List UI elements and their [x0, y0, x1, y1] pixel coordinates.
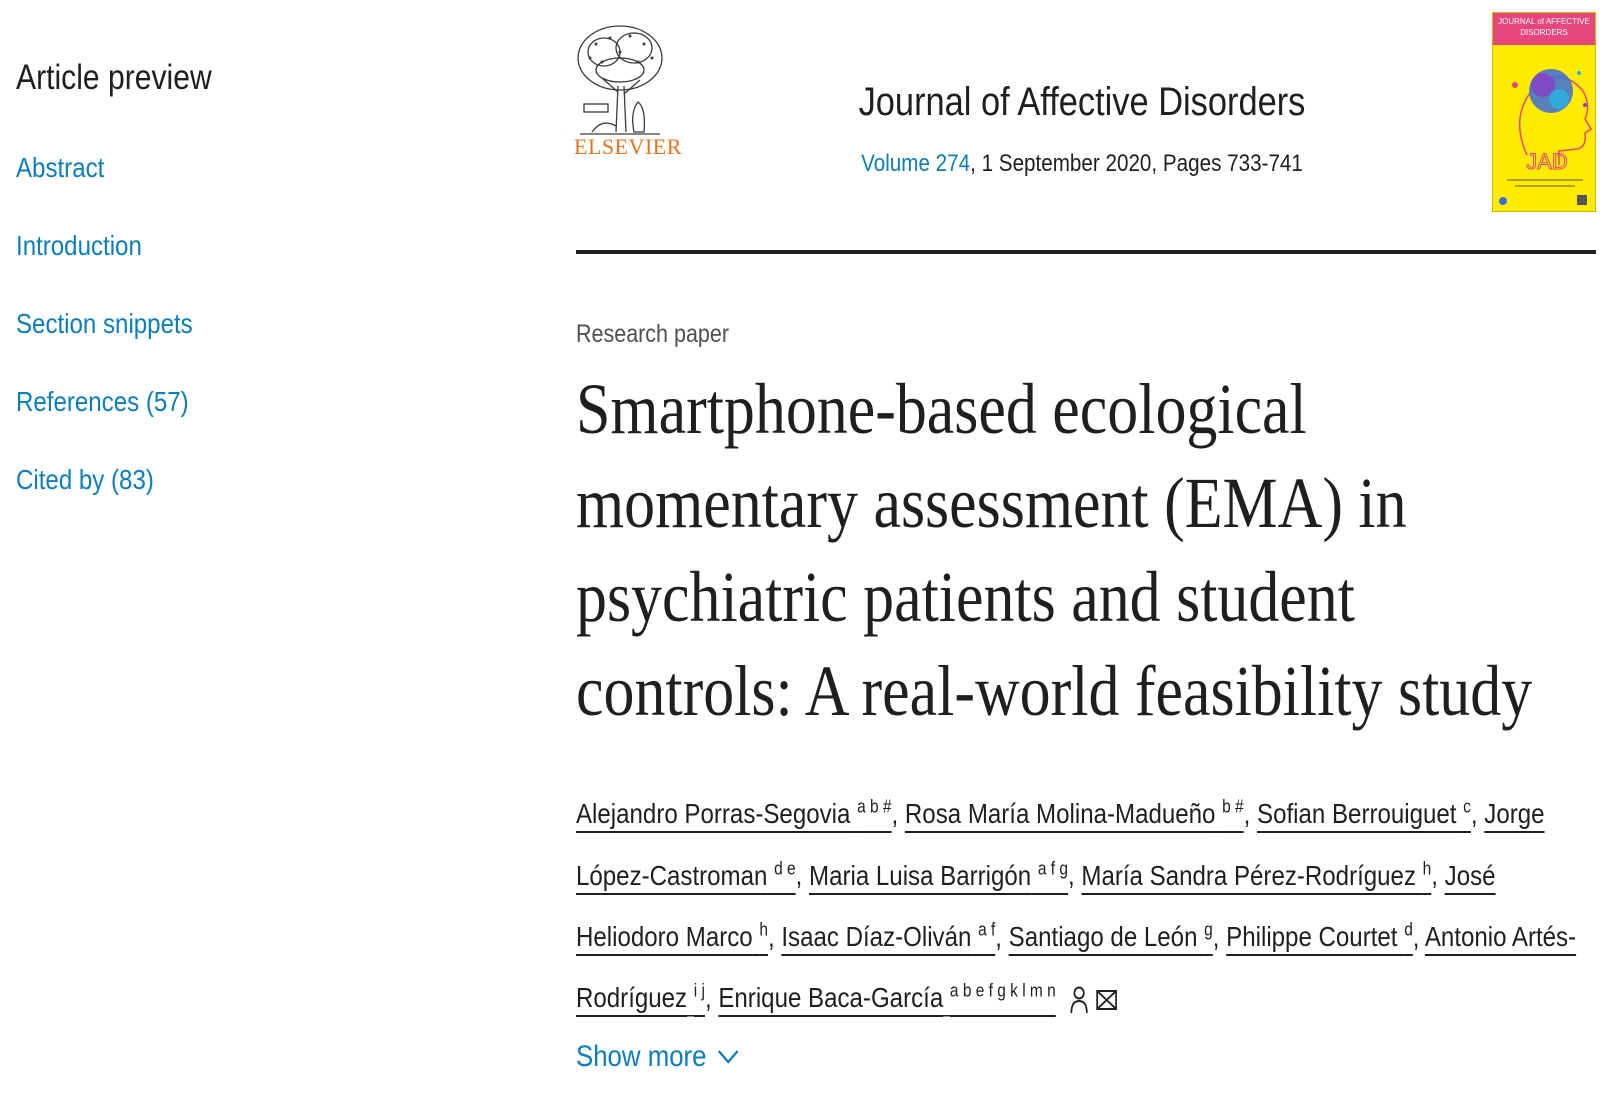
author-link[interactable]: Santiago de León $^g$ [1008, 919, 1213, 952]
show-more-button[interactable] [576, 1040, 739, 1074]
author-link[interactable]: Alejandro Porras-Segovia $^{a b \#}$ [576, 797, 892, 830]
publisher-name: ELSEVIER [574, 134, 682, 159]
cover-journal-name: JOURNAL of AFFECTIVE DISORDERS [1498, 17, 1590, 37]
journal-issue-info [649, 150, 1516, 178]
sidebar-item-section-snippets[interactable]: Section snippets [16, 308, 193, 339]
author-link[interactable]: Philippe Courtet $^d$ [1226, 919, 1413, 952]
article-title: Smartphone-based ecological momentary assessment (EMA) in psychiatric patients and student controls: A real-world feasibility study [576, 369, 1533, 731]
issue-details: , 1 September 2020, Pages 733-741 [970, 150, 1303, 177]
sidebar-item-cited-by[interactable]: Cited by (83) [16, 464, 154, 495]
volume-link[interactable]: Volume 274 [861, 150, 971, 177]
author-link[interactable]: Enrique Baca-García $^{a b e f g k l m n}$ [718, 980, 1056, 1014]
chevron-down-icon [717, 1049, 739, 1065]
journal-cover-thumbnail[interactable] [1492, 12, 1596, 212]
author-link[interactable]: María Sandra Pérez-Rodríguez $^h$ [1081, 858, 1432, 891]
show-more-label: Show more [576, 1040, 707, 1073]
author-link[interactable]: Antonio Artés-Rodríguez $^{i j}$ [576, 920, 1577, 1014]
sidebar-item-introduction[interactable]: Introduction [16, 230, 142, 261]
sidebar-item-abstract[interactable]: Abstract [16, 152, 105, 183]
corresponding-author-links[interactable] [1069, 986, 1117, 1014]
author-link[interactable]: Sofian Berrouiguet $^c$ [1257, 797, 1471, 830]
envelope-icon[interactable] [1095, 988, 1117, 1012]
sidebar-title: Article preview [16, 58, 212, 97]
author-link[interactable]: Maria Luisa Barrigón $^{a f g}$ [809, 858, 1069, 891]
cover-head-illustration [1493, 45, 1595, 211]
author-link[interactable]: Rosa María Molina-Madueño $^{b \#}$ [904, 797, 1244, 830]
person-icon[interactable] [1069, 986, 1088, 1014]
author-link[interactable]: Isaac Díaz-Oliván $^{a f}$ [781, 919, 996, 952]
sidebar-item-references[interactable]: References (57) [16, 386, 189, 417]
article-type-label: Research paper [576, 320, 729, 348]
author-link[interactable]: José Heliodoro Marco $^h$ [576, 859, 1496, 952]
author-list: Alejandro Porras-Segovia $^{a b \#}$, Rosa María Molina-Madueño $^{b \#}$, Sofian Berrouiguet $^c$, Jorge López-Castroman $^{d e}$, Maria Luisa Barrigón $^{a f g}$, María Sandra Pérez-Rodríguez $^h$, José Heliodoro Marco $^h$, Isaac Díaz-Oliván $^{a f}$, Santiago de León $^g$, Philippe Courtet $^d$, Antonio Artés-Rodríguez $^{i j}$, Enrique Baca-García $^{a b e f g k l m n}$ [576, 797, 1577, 1014]
article-outline-sidebar [16, 52, 436, 495]
header-divider [576, 250, 1596, 254]
cover-logo-text: JAD [1526, 149, 1568, 174]
author-link[interactable]: Jorge López-Castroman $^{d e}$ [576, 798, 1545, 891]
journal-title[interactable]: Journal of Affective Disorders [858, 80, 1306, 124]
